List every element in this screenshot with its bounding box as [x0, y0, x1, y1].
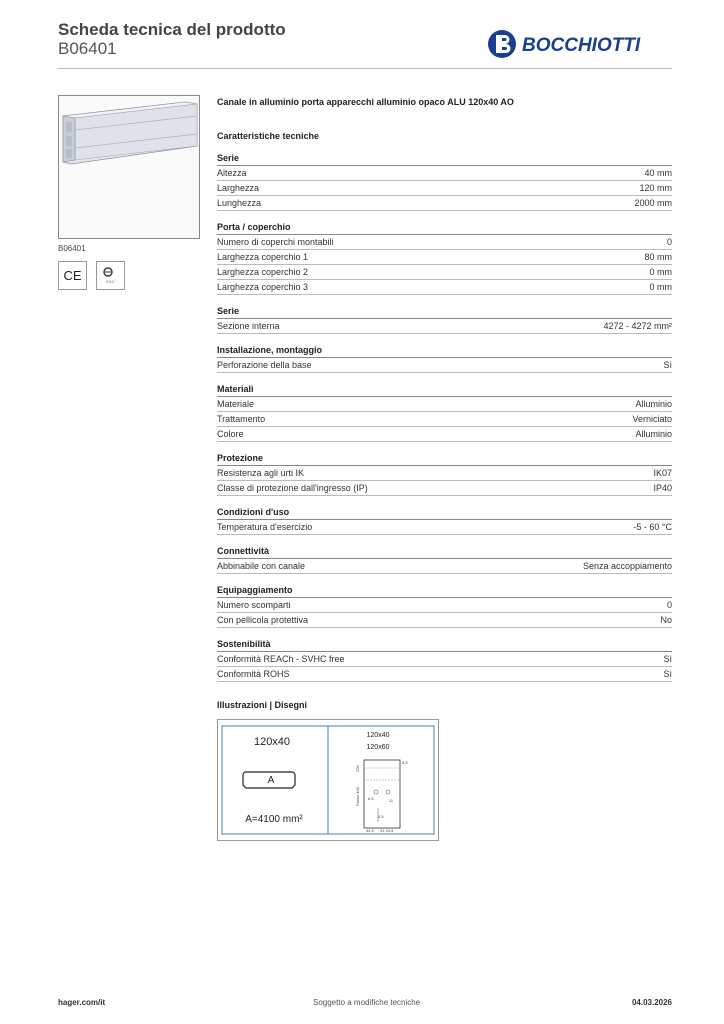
spec-row [217, 598, 672, 613]
spec-row [217, 412, 672, 427]
spec-section [217, 506, 672, 535]
spec-value: No [660, 615, 672, 625]
spec-value: Alluminio [635, 429, 672, 439]
spec-section [217, 152, 672, 211]
spec-row [217, 181, 672, 196]
section-title: Sostenibilità [217, 638, 672, 652]
spec-value: Verniciato [632, 414, 672, 424]
spec-value: 0 [666, 600, 672, 610]
spec-label: Larghezza [217, 183, 260, 193]
section-title: Protezione [217, 452, 672, 466]
spec-label: Colore [217, 429, 244, 439]
spec-row [217, 466, 672, 481]
spec-value: 40 mm [644, 168, 672, 178]
spec-row [217, 280, 672, 295]
eac-mark-icon [96, 261, 125, 290]
spec-row [217, 319, 672, 334]
svg-text:6.5: 6.5 [368, 796, 374, 801]
spec-row [217, 559, 672, 574]
spec-section [217, 584, 672, 628]
spec-label: Sezione interna [217, 321, 280, 331]
spec-label: Larghezza coperchio 3 [217, 282, 309, 292]
spec-label: Materiale [217, 399, 255, 409]
spec-section [217, 452, 672, 496]
spec-value: Sì [663, 654, 672, 664]
spec-label: Numero di coperchi montabili [217, 237, 334, 247]
spec-value: 0 mm [649, 282, 672, 292]
spec-row [217, 613, 672, 628]
spec-row [217, 397, 672, 412]
svg-text:0.5: 0.5 [378, 814, 384, 819]
section-title: Materiali [217, 383, 672, 397]
spec-heading: Caratteristiche tecniche [217, 131, 320, 141]
spec-label: Larghezza coperchio 1 [217, 252, 309, 262]
logo-text: BOCCHIOTTI [522, 35, 641, 56]
spec-value: 0 mm [649, 267, 672, 277]
spec-row [217, 481, 672, 496]
spec-label: Altezza [217, 168, 247, 178]
spec-label: Larghezza coperchio 2 [217, 267, 309, 277]
spec-sections [217, 152, 672, 682]
spec-value: -5 - 60 °C [633, 522, 672, 532]
illustrations-title: Illustrazioni | Disegni [217, 700, 308, 710]
svg-text:CE: CE [63, 268, 82, 283]
spec-label: Resistenza agli urti IK [217, 468, 305, 478]
spec-value: Alluminio [635, 399, 672, 409]
svg-text:120x60: 120x60 [366, 744, 390, 751]
spec-label: Conformità REACh - SVHC free [217, 654, 345, 664]
page-title: Scheda tecnica del prodotto [58, 20, 286, 39]
area-label: A=4100 mm² [245, 814, 303, 825]
section-letter: A [267, 775, 275, 786]
spec-label: Classe di protezione dall'ingresso (IP) [217, 483, 368, 493]
spec-value: Sì [663, 360, 672, 370]
svg-text:120x40: 120x40 [366, 732, 390, 739]
ce-mark-icon [58, 261, 87, 290]
svg-text:200: 200 [355, 765, 360, 772]
footer-note: Soggetto a modifiche tecniche [313, 998, 421, 1007]
spec-value: 4272 - 4272 mm² [603, 321, 672, 331]
svg-text:8.5: 8.5 [402, 760, 408, 765]
spec-value: 0 [666, 237, 672, 247]
product-name: Canale in alluminio porta apparecchi alluminio opaco ALU 120x40 AO [217, 97, 514, 107]
spec-section [217, 638, 672, 682]
svg-text:EAC: EAC [106, 279, 115, 284]
spec-row [217, 652, 672, 667]
spec-section [217, 221, 672, 295]
spec-value: Senza accoppiamento [582, 561, 672, 571]
section-title: Serie [217, 305, 672, 319]
spec-label: Numero scomparti [217, 600, 291, 610]
spec-section [217, 383, 672, 442]
spec-section [217, 344, 672, 373]
spec-row [217, 427, 672, 442]
spec-value: Sì [663, 669, 672, 679]
image-caption: B06401 [58, 244, 86, 253]
spec-row [217, 265, 672, 280]
footer-date: 04.03.2026 [631, 998, 672, 1007]
spec-value: 2000 mm [634, 198, 672, 208]
header-divider [58, 68, 672, 69]
svg-text:31 44.5: 31 44.5 [380, 828, 394, 833]
spec-value: 80 mm [644, 252, 672, 262]
product-code: B06401 [58, 39, 117, 58]
spec-row [217, 667, 672, 682]
section-title: Connettività [217, 545, 672, 559]
spec-row [217, 166, 672, 181]
spec-label: Con pellicola protettiva [217, 615, 309, 625]
section-title: Porta / coperchio [217, 221, 672, 235]
section-title: Installazione, montaggio [217, 344, 672, 358]
drawing-size-label: 120x40 [253, 736, 291, 748]
spec-row [217, 196, 672, 211]
spec-label: Lunghezza [217, 198, 262, 208]
svg-text:44.5: 44.5 [366, 828, 374, 833]
section-title: Serie [217, 152, 672, 166]
technical-drawing [217, 719, 439, 841]
spec-value: 120 mm [639, 183, 672, 193]
spec-content [217, 96, 672, 682]
spec-label: Temperatura d'esercizio [217, 522, 313, 532]
bocchiotti-logo [486, 28, 670, 60]
spec-label: Conformità ROHS [217, 669, 290, 679]
section-title: Condizioni d'uso [217, 506, 672, 520]
spec-section [217, 305, 672, 334]
spec-label: Perforazione della base [217, 360, 312, 370]
spec-label: Abbinabile con canale [217, 561, 306, 571]
svg-text:Passo 400: Passo 400 [355, 787, 360, 806]
footer-website: hager.com/it [58, 998, 106, 1007]
spec-value: IK07 [653, 468, 672, 478]
svg-text:11: 11 [389, 798, 394, 803]
spec-label: Trattamento [217, 414, 266, 424]
spec-value: IP40 [653, 483, 672, 493]
spec-row [217, 235, 672, 250]
spec-section [217, 545, 672, 574]
spec-row [217, 358, 672, 373]
product-image [58, 95, 200, 239]
spec-row [217, 520, 672, 535]
spec-row [217, 250, 672, 265]
section-title: Equipaggiamento [217, 584, 672, 598]
